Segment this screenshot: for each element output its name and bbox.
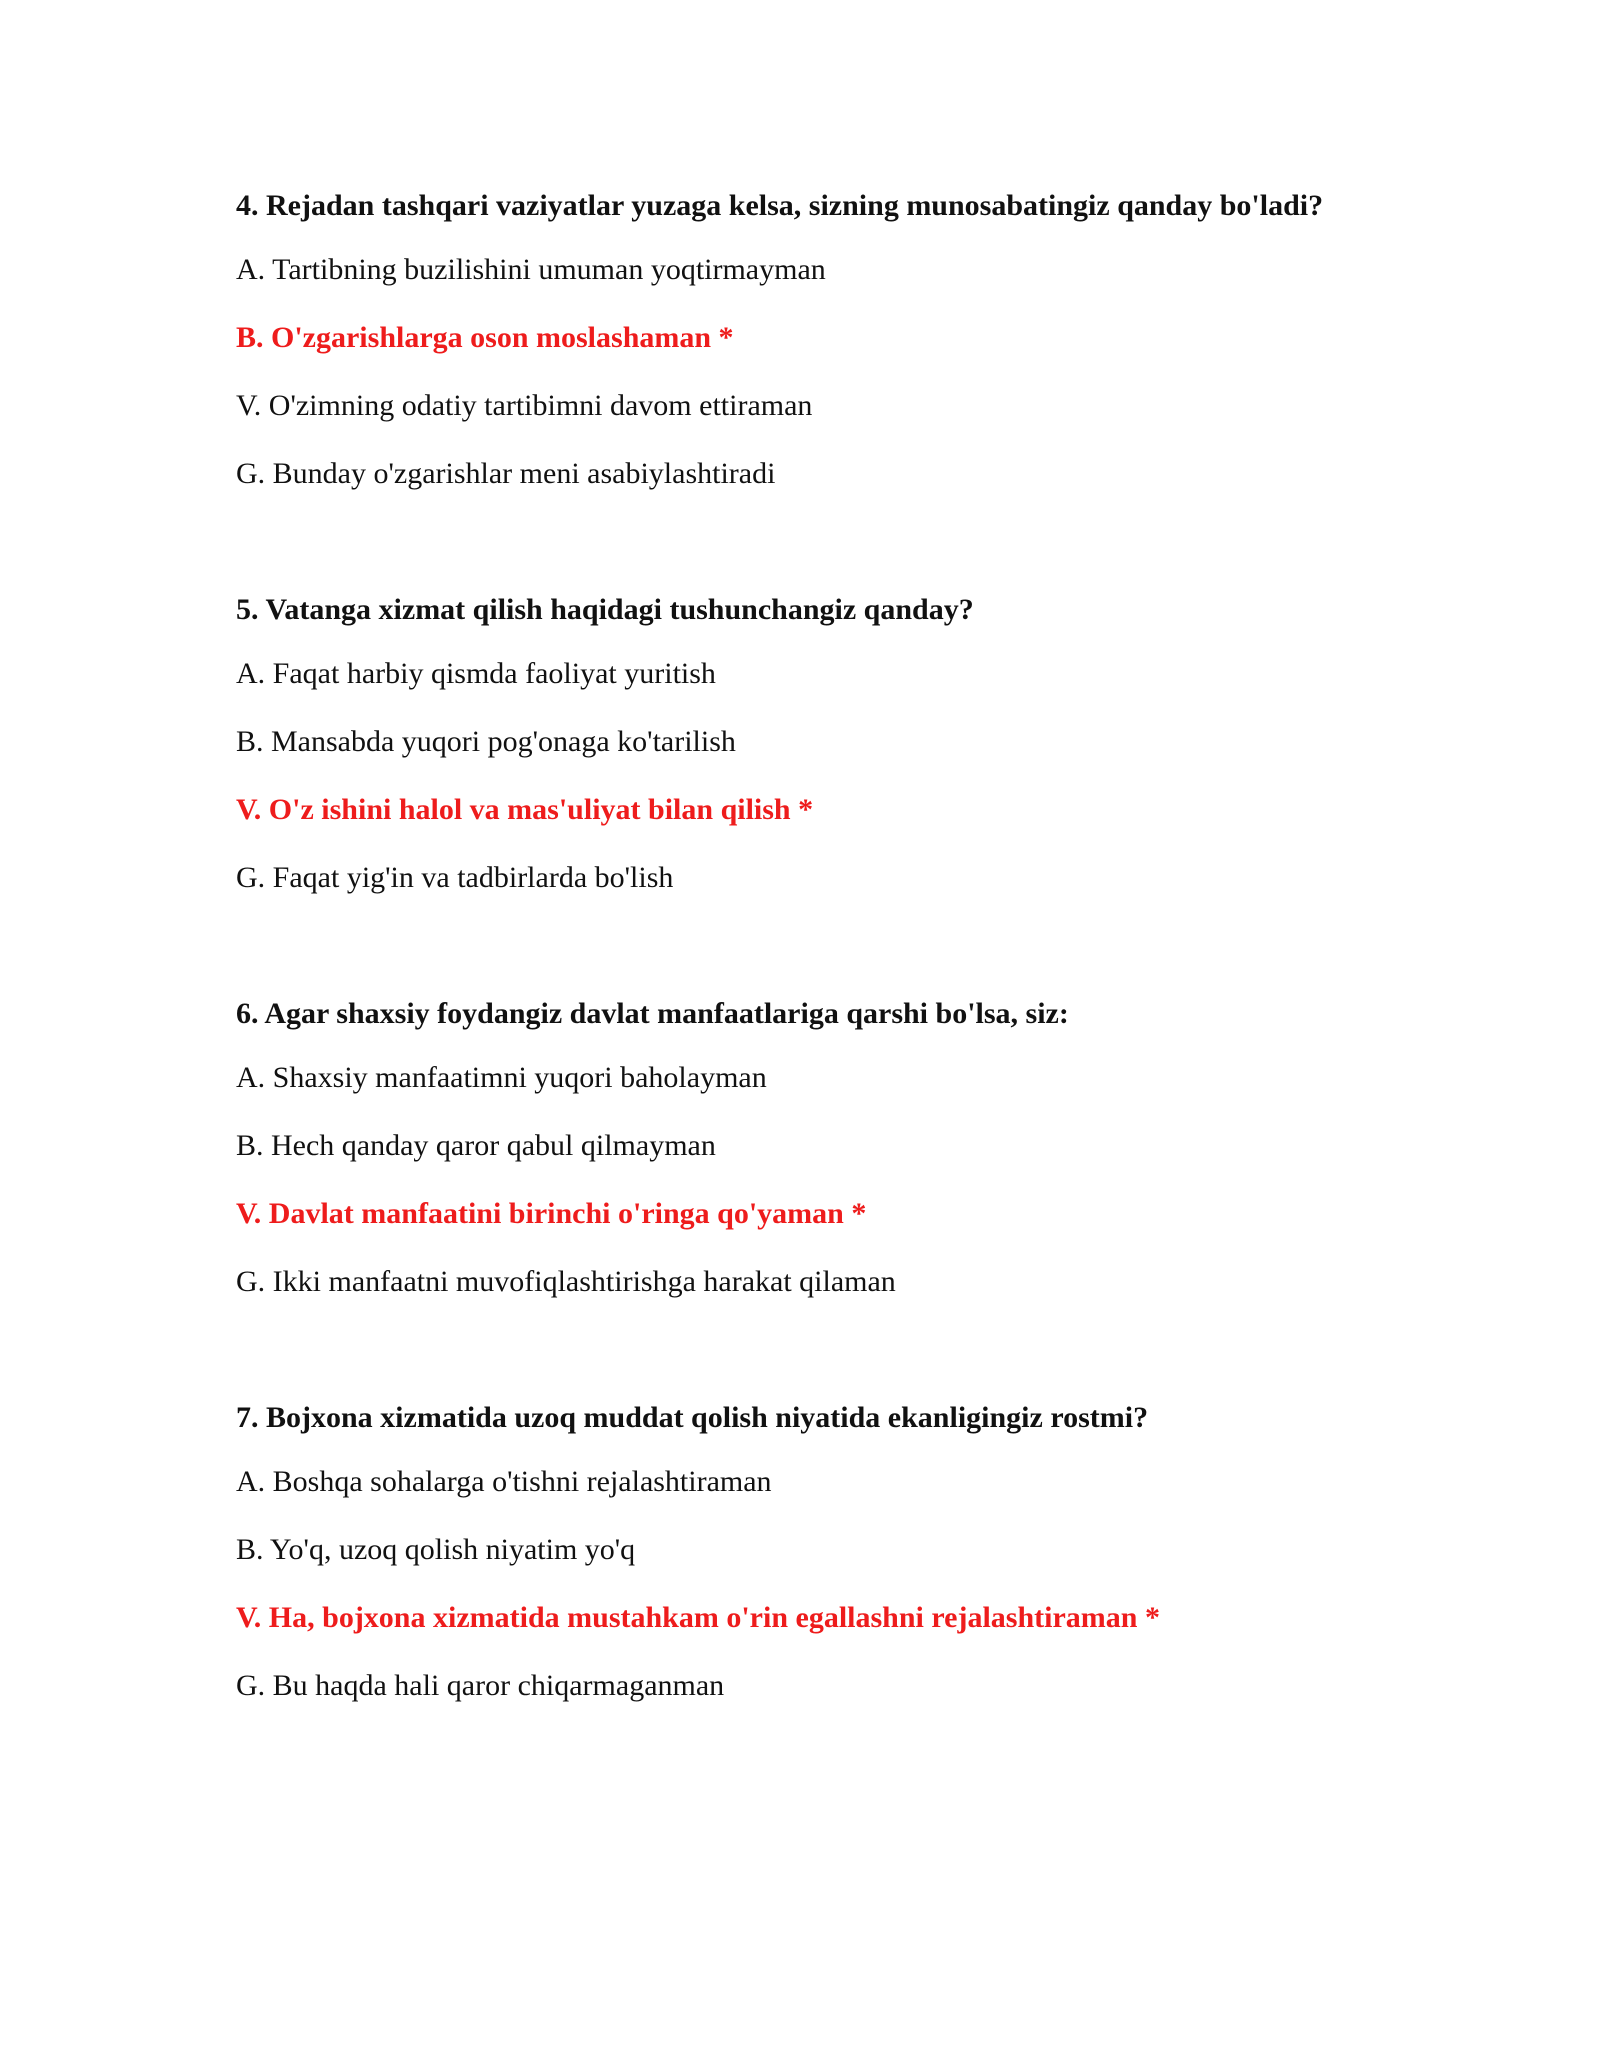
question-spacer (236, 928, 1366, 994)
answer-option-v-correct: V. O'z ishini halol va mas'uliyat bilan qilish * (236, 793, 814, 826)
answer-option-a: A. Boshqa sohalarga o'tishni rejalashtiraman (236, 1465, 772, 1498)
question-title: 5. Vatanga xizmat qilish haqidagi tushunchangiz qanday? (236, 593, 974, 626)
question-spacer (236, 524, 1366, 590)
answer-option-b: B. Yo'q, uzoq qolish niyatim yo'q (236, 1533, 636, 1566)
answer-option-g: G. Bunday o'zgarishlar meni asabiylashtiradi (236, 457, 776, 490)
answer-option-a: A. Tartibning buzilishini umuman yoqtirmayman (236, 253, 826, 286)
answer-option-g: G. Bu haqda hali qaror chiqarmaganman (236, 1669, 725, 1702)
question-spacer (236, 1332, 1366, 1398)
question-5 (236, 590, 1366, 896)
answer-option-g: G. Ikki manfaatni muvofiqlashtirishga harakat qilaman (236, 1265, 896, 1298)
answer-option-v: V. O'zimning odatiy tartibimni davom ettiraman (236, 389, 813, 422)
answer-option-b: B. Hech qanday qaror qabul qilmayman (236, 1129, 716, 1162)
question-6 (236, 994, 1366, 1300)
question-title: 7. Bojxona xizmatida uzoq muddat qolish niyatida ekanligingiz rostmi? (236, 1401, 1149, 1434)
answer-option-a: A. Shaxsiy manfaatimni yuqori baholayman (236, 1061, 767, 1094)
answer-option-g: G. Faqat yig'in va tadbirlarda bo'lish (236, 861, 674, 894)
question-title: 4. Rejadan tashqari vaziyatlar yuzaga kelsa, sizning munosabatingiz qanday bo'ladi? (236, 189, 1324, 222)
question-7 (236, 1398, 1366, 1704)
answer-option-a: A. Faqat harbiy qismda faoliyat yuritish (236, 657, 716, 690)
answer-option-v-correct: V. Davlat manfaatini birinchi o'ringa qo'yaman * (236, 1197, 867, 1230)
answer-option-v-correct: V. Ha, bojxona xizmatida mustahkam o'rin egallashni rejalashtiraman * (236, 1601, 1160, 1634)
answer-option-b: B. Mansabda yuqori pog'onaga ko'tarilish (236, 725, 736, 758)
question-title: 6. Agar shaxsiy foydangiz davlat manfaatlariga qarshi bo'lsa, siz: (236, 997, 1069, 1030)
document-page (236, 186, 1366, 1736)
answer-option-b-correct: B. O'zgarishlarga oson moslashaman * (236, 321, 734, 354)
question-4 (236, 186, 1366, 492)
